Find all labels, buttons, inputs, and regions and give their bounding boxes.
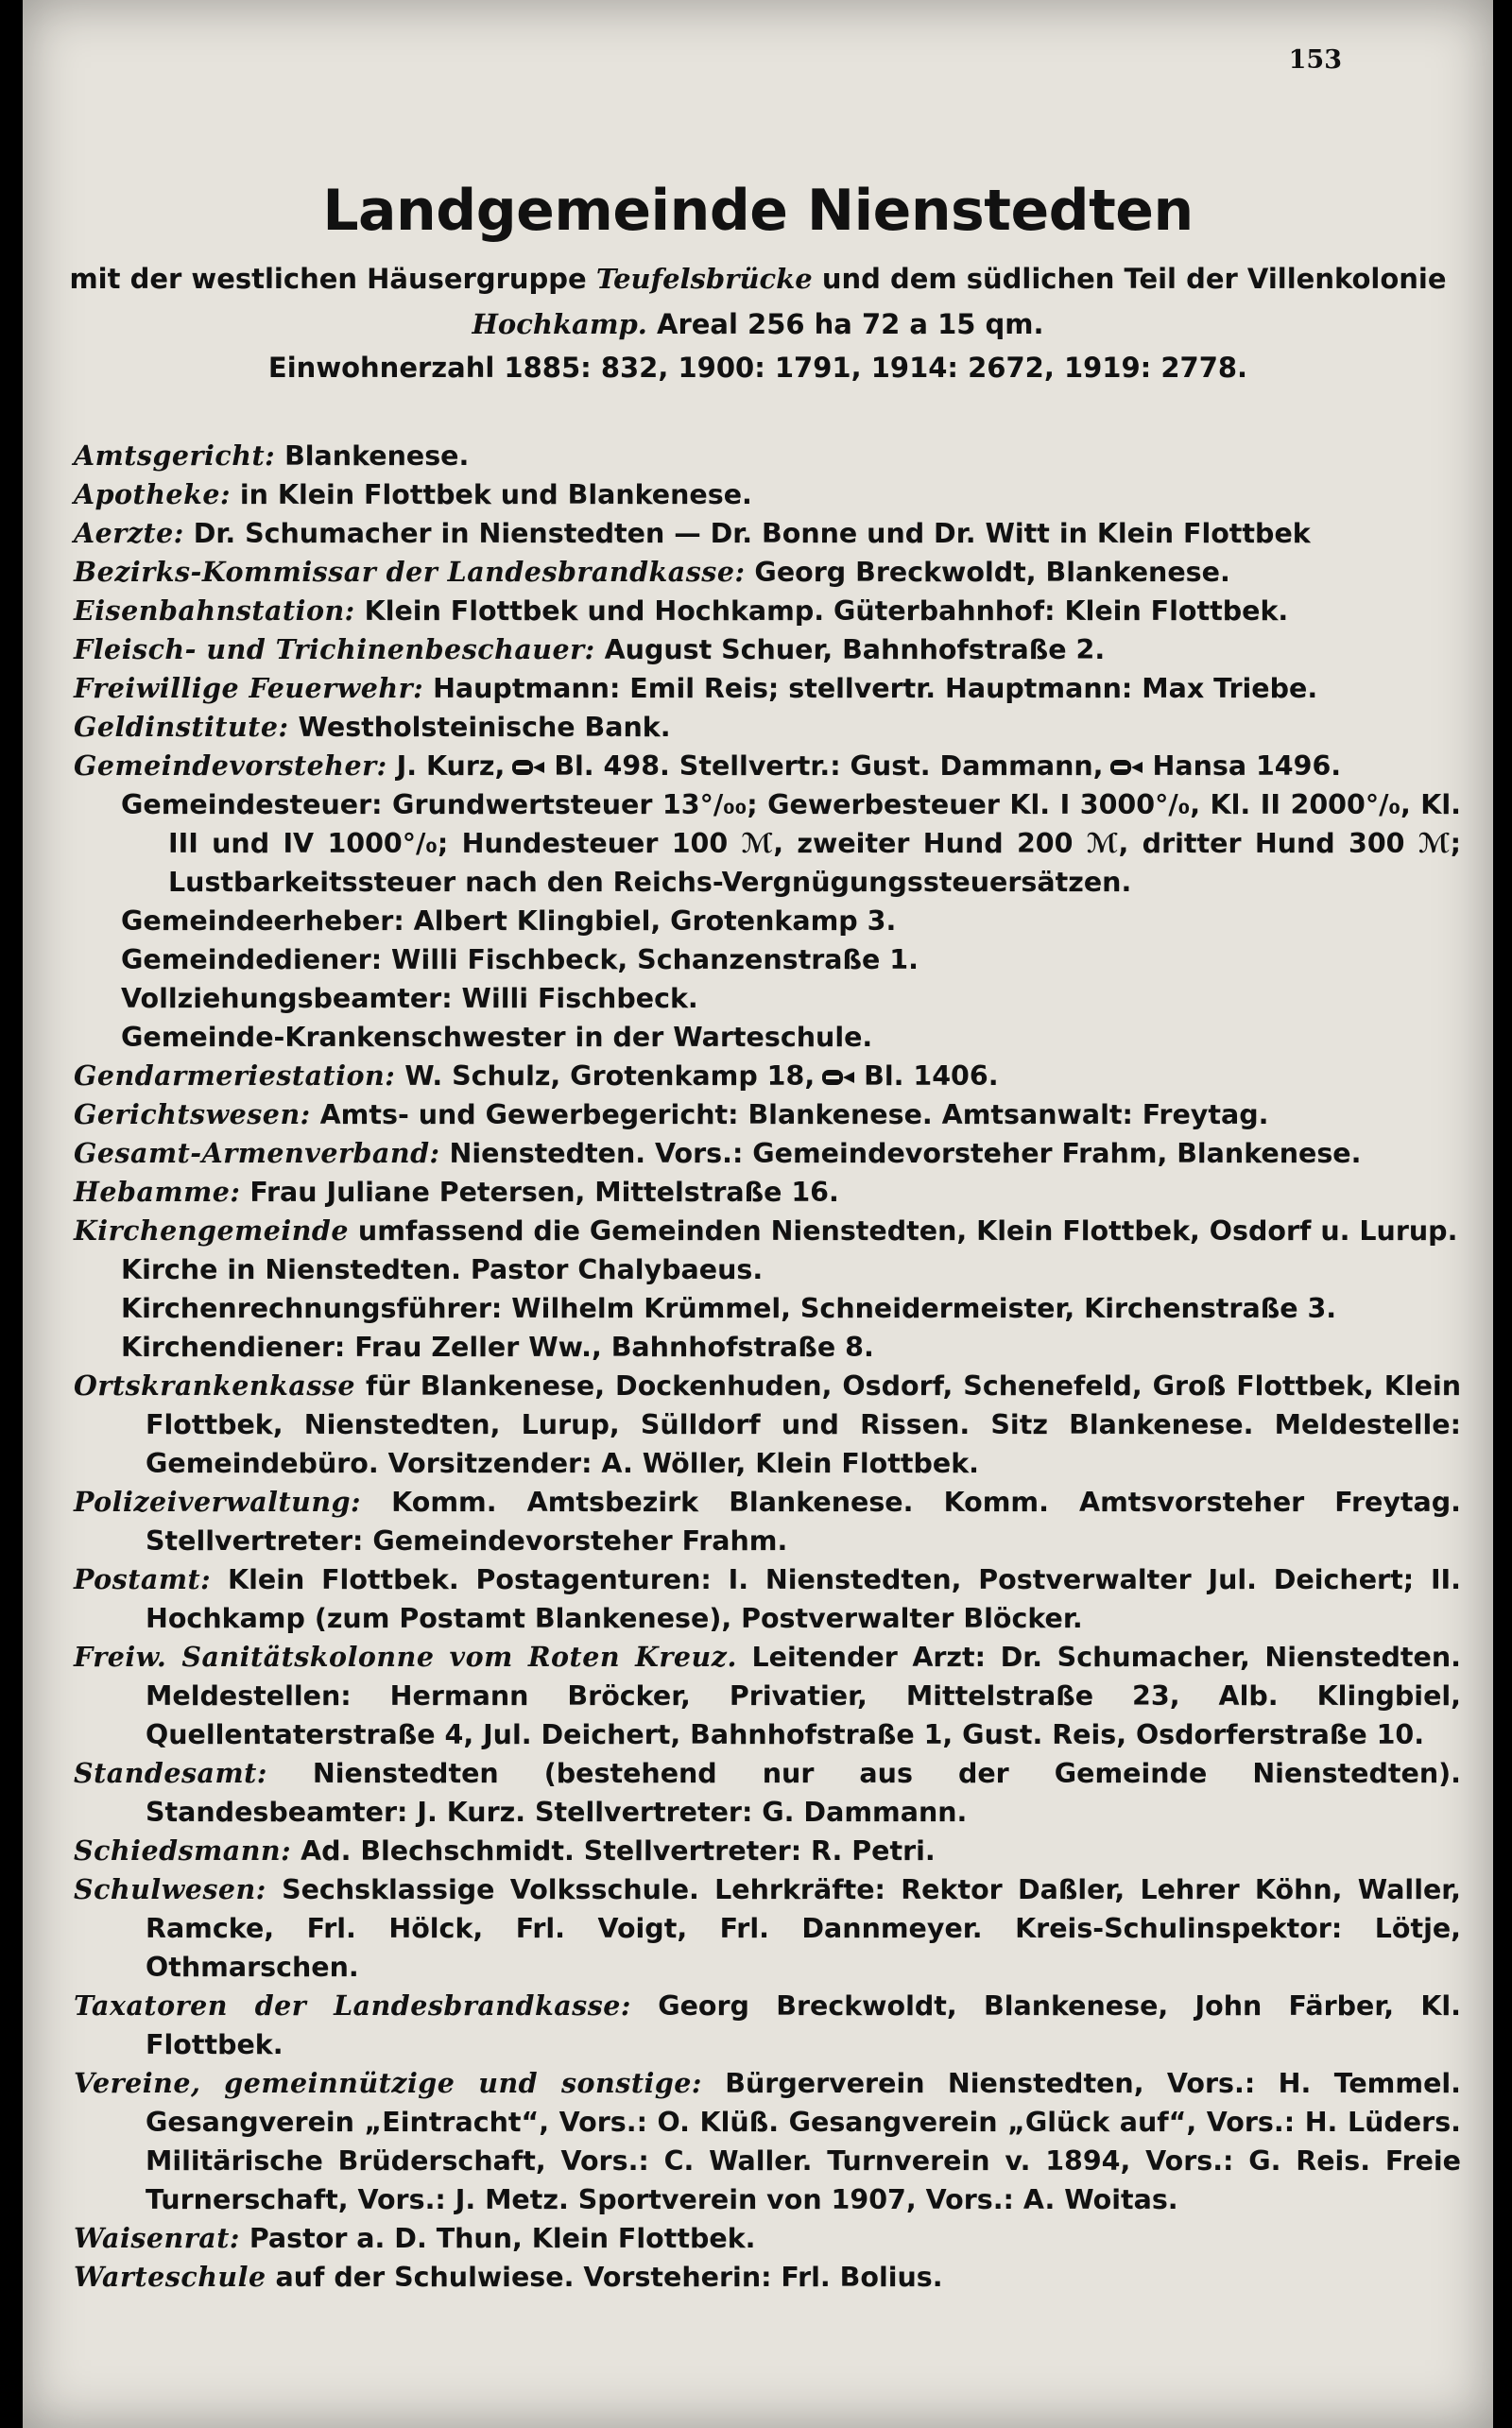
entry-keyword: Warteschule xyxy=(74,2261,266,2293)
directory-entry xyxy=(74,630,1461,669)
entry-keyword: Kirchengemeinde xyxy=(74,1214,349,1247)
entry-keyword: Gesamt-Armenverband: xyxy=(74,1137,440,1169)
entry-text: August Schuer, Bahnhofstraße 2. xyxy=(594,634,1106,665)
directory-entry xyxy=(74,1560,1461,1638)
entry-keyword: Standesamt: xyxy=(74,1757,267,1789)
directory-entry xyxy=(74,514,1461,553)
entry-text: W. Schulz, Grotenkamp 18, xyxy=(395,1060,816,1092)
directory-entry xyxy=(74,475,1461,514)
directory-entry xyxy=(74,669,1461,708)
entry-text: auf der Schulwiese. Vorsteherin: Frl. Bolius. xyxy=(266,2262,943,2293)
entry-text: Sechsklassige Volksschule. Lehrkräfte: Rektor Daßler, Lehrer Köhn, Waller, Ramcke, Frl. Hölck, Frl. Voigt, Frl. Dannmeyer. Kreis-Schulinspektor: Lötje, Othmarschen. xyxy=(146,1874,1461,1983)
subtitle-place: Teufelsbrücke xyxy=(595,263,813,295)
phone-number: Bl. 1406. xyxy=(864,1060,999,1092)
entry-text: Nienstedten (bestehend nur aus der Gemeinde Nienstedten). Standesbeamter: J. Kurz. Stellvertreter: G. Dammann. xyxy=(146,1758,1461,1828)
entry-keyword: Eisenbahnstation: xyxy=(74,594,355,627)
telephone-icon xyxy=(1108,756,1146,779)
subtitle-text: und dem südlichen Teil der Villenkolonie xyxy=(812,263,1447,295)
directory-subentry xyxy=(74,1018,1461,1057)
entry-keyword: Ortskrankenkasse xyxy=(74,1369,356,1402)
subtitle-place: Hochkamp. xyxy=(472,308,647,340)
entry-text: Leitender Arzt: Dr. Schumacher, Nienstedten. Meldestellen: Hermann Bröcker, Privatier, Mittelstraße 23, Alb. Klingbiel, Quellentaterstraße 4, Jul. Deichert, Bahnhofstraße 1, Gust. Reis, Osdorferstraße 10. xyxy=(146,1642,1462,1750)
directory-entry xyxy=(74,2219,1461,2258)
subtitle-text: Areal 256 ha 72 a 15 qm. xyxy=(646,308,1044,340)
telephone-icon xyxy=(820,1066,858,1089)
entry-keyword: Geldinstitute: xyxy=(74,711,289,743)
subentry-text: Gemeinde-Krankenschwester in der Warteschule. xyxy=(121,1022,873,1053)
entry-keyword: Gemeindevorsteher: xyxy=(74,749,387,782)
directory-entry xyxy=(74,1483,1461,1560)
entry-text: in Klein Flottbek und Blankenese. xyxy=(230,479,752,510)
directory-entry xyxy=(74,437,1461,475)
directory-subentry xyxy=(74,979,1461,1018)
entry-text: für Blankenese, Dockenhuden, Osdorf, Schenefeld, Groß Flottbek, Klein Flottbek, Nienstedten, Lurup, Sülldorf und Rissen. Sitz Blankenese. Meldestelle: Gemeindebüro. Vorsitzender: A. Wöller, Klein Flottbek. xyxy=(146,1370,1461,1479)
phone-number: Hansa 1496. xyxy=(1152,750,1342,782)
directory-subentry xyxy=(74,1250,1461,1289)
entry-text: Pastor a. D. Thun, Klein Flottbek. xyxy=(239,2223,756,2254)
directory-entry xyxy=(74,747,1461,785)
subtitle-line-2 xyxy=(23,308,1493,340)
entry-text: J. Kurz, xyxy=(387,750,506,782)
entry-text: Westholsteinische Bank. xyxy=(288,712,671,743)
subentry-text: Kirchendiener: Frau Zeller Ww., Bahnhofstraße 8. xyxy=(121,1332,874,1363)
entry-keyword: Amtsgericht: xyxy=(74,439,276,472)
entry-keyword: Gendarmeriestation: xyxy=(74,1059,396,1092)
entry-keyword: Postamt: xyxy=(74,1563,212,1595)
directory-entry xyxy=(74,708,1461,747)
entry-keyword: Schulwesen: xyxy=(74,1873,266,1905)
directory-subentry xyxy=(74,785,1461,902)
directory-entry xyxy=(74,1212,1461,1250)
subentry-text: Gemeindesteuer: Grundwertsteuer 13°/₀₀; Gewerbesteuer Kl. I 3000°/₀, Kl. II 2000°/₀, Kl. III und IV 1000°/₀; Hundesteuer 100 ℳ, zweiter Hund 200 ℳ, dritter Hund 300 ℳ; Lustbarkeitssteuer nach den Reichs-Vergnügungssteuersätzen. xyxy=(121,789,1461,898)
subentry-text: Gemeindediener: Willi Fischbeck, Schanzenstraße 1. xyxy=(121,944,919,975)
subtitle-line-1 xyxy=(23,263,1493,295)
entry-text: Dr. Schumacher in Nienstedten — Dr. Bonne und Dr. Witt in Klein Flottbek xyxy=(183,518,1311,549)
telephone-icon xyxy=(510,756,548,779)
entry-keyword: Taxatoren der Landesbrandkasse: xyxy=(74,1989,631,2022)
directory-subentry xyxy=(74,902,1461,940)
directory-entry xyxy=(74,2258,1461,2297)
directory-subentry xyxy=(74,940,1461,979)
entry-keyword: Freiwillige Feuerwehr: xyxy=(74,672,424,704)
entry-keyword: Vereine, gemeinnützige und sonstige: xyxy=(74,2067,702,2099)
subtitle-text: mit der westlichen Häusergruppe xyxy=(69,263,596,295)
entry-text: Georg Breckwoldt, Blankenese, John Färber, Kl. Flottbek. xyxy=(146,1990,1462,2060)
entry-text: Hauptmann: Emil Reis; stellvertr. Hauptmann: Max Triebe. xyxy=(423,673,1318,704)
entry-keyword: Freiw. Sanitätskolonne vom Roten Kreuz. xyxy=(74,1641,737,1673)
entry-text: umfassend die Gemeinden Nienstedten, Klein Flottbek, Osdorf u. Lurup. xyxy=(349,1215,1458,1247)
directory-subentry xyxy=(74,1289,1461,1328)
page-number: 153 xyxy=(1288,45,1342,75)
subentry-text: Kirche in Nienstedten. Pastor Chalybaeus. xyxy=(121,1254,764,1285)
page-title: Landgemeinde Nienstedten xyxy=(322,178,1194,244)
directory-entry xyxy=(74,2064,1461,2219)
subentry-text: Vollziehungsbeamter: Willi Fischbeck. xyxy=(121,983,698,1014)
directory-entry xyxy=(74,592,1461,630)
entry-keyword: Fleisch- und Trichinenbeschauer: xyxy=(74,633,595,665)
entry-text: Bürgerverein Nienstedten, Vors.: H. Temmel. Gesangverein „Eintracht“, Vors.: O. Klüß. Gesangverein „Glück auf“, Vors.: H. Lüders. Militärische Brüderschaft, Vors.: C. Waller. Turnverein v. 1894, Vors.: G. Reis. Freie Turnerschaft, Vors.: J. Metz. Sportverein von 1907, Vors.: A. Woitas. xyxy=(146,2068,1462,2215)
subentry-text: Kirchenrechnungsführer: Wilhelm Krümmel, Schneidermeister, Kirchenstraße 3. xyxy=(121,1293,1337,1324)
entry-keyword: Bezirks-Kommissar der Landesbrandkasse: xyxy=(74,556,746,588)
phone-number: Bl. 498. xyxy=(554,750,670,782)
entry-text: Komm. Amtsbezirk Blankenese. Komm. Amtsvorsteher Freytag. Stellvertreter: Gemeindevorsteher Frahm. xyxy=(146,1487,1461,1557)
entry-keyword: Gerichtswesen: xyxy=(74,1098,311,1130)
entry-keyword: Schiedsmann: xyxy=(74,1834,292,1867)
subentry-text: Gemeindeerheber: Albert Klingbiel, Grotenkamp 3. xyxy=(121,905,897,937)
entry-keyword: Hebamme: xyxy=(74,1176,241,1208)
entry-text: Blankenese. xyxy=(275,440,470,472)
directory-entry xyxy=(74,1638,1461,1754)
directory-entry xyxy=(74,1134,1461,1173)
directory-entry xyxy=(74,1367,1461,1483)
directory-entry xyxy=(74,553,1461,592)
directory-entry xyxy=(74,1870,1461,1987)
entry-text: Frau Juliane Petersen, Mittelstraße 16. xyxy=(240,1177,839,1208)
entry-text: Georg Breckwoldt, Blankenese. xyxy=(745,557,1230,588)
entry-keyword: Aerzte: xyxy=(74,517,184,549)
directory-entry xyxy=(74,1832,1461,1870)
directory-entry xyxy=(74,1987,1461,2064)
directory-entry xyxy=(74,1173,1461,1212)
entry-text: Ad. Blechschmidt. Stellvertreter: R. Petri. xyxy=(291,1835,936,1867)
entry-text: Stellvertr.: Gust. Dammann, xyxy=(669,750,1104,782)
subtitle-line-3: Einwohnerzahl 1885: 832, 1900: 1791, 1914: 2672, 1919: 2778. xyxy=(267,352,1248,384)
directory-entry xyxy=(74,1057,1461,1095)
directory-entry xyxy=(74,1754,1461,1832)
entry-text: Nienstedten. Vors.: Gemeindevorsteher Frahm, Blankenese. xyxy=(439,1138,1362,1169)
entry-keyword: Polizeiverwaltung: xyxy=(74,1486,362,1518)
entry-keyword: Apotheke: xyxy=(74,478,231,510)
entry-keyword: Waisenrat: xyxy=(74,2222,240,2254)
entry-text: Klein Flottbek und Hochkamp. Güterbahnhof: Klein Flottbek. xyxy=(354,595,1289,627)
directory-subentry xyxy=(74,1328,1461,1367)
entry-text: Amts- und Gewerbegericht: Blankenese. Amtsanwalt: Freytag. xyxy=(310,1099,1269,1130)
entries-list xyxy=(74,437,1461,2297)
directory-entry xyxy=(74,1095,1461,1134)
book-page xyxy=(23,0,1493,2428)
entry-text: Klein Flottbek. Postagenturen: I. Nienstedten, Postverwalter Jul. Deichert; II. Hochkamp (zum Postamt Blankenese), Postverwalter Blöcker. xyxy=(146,1564,1461,1634)
